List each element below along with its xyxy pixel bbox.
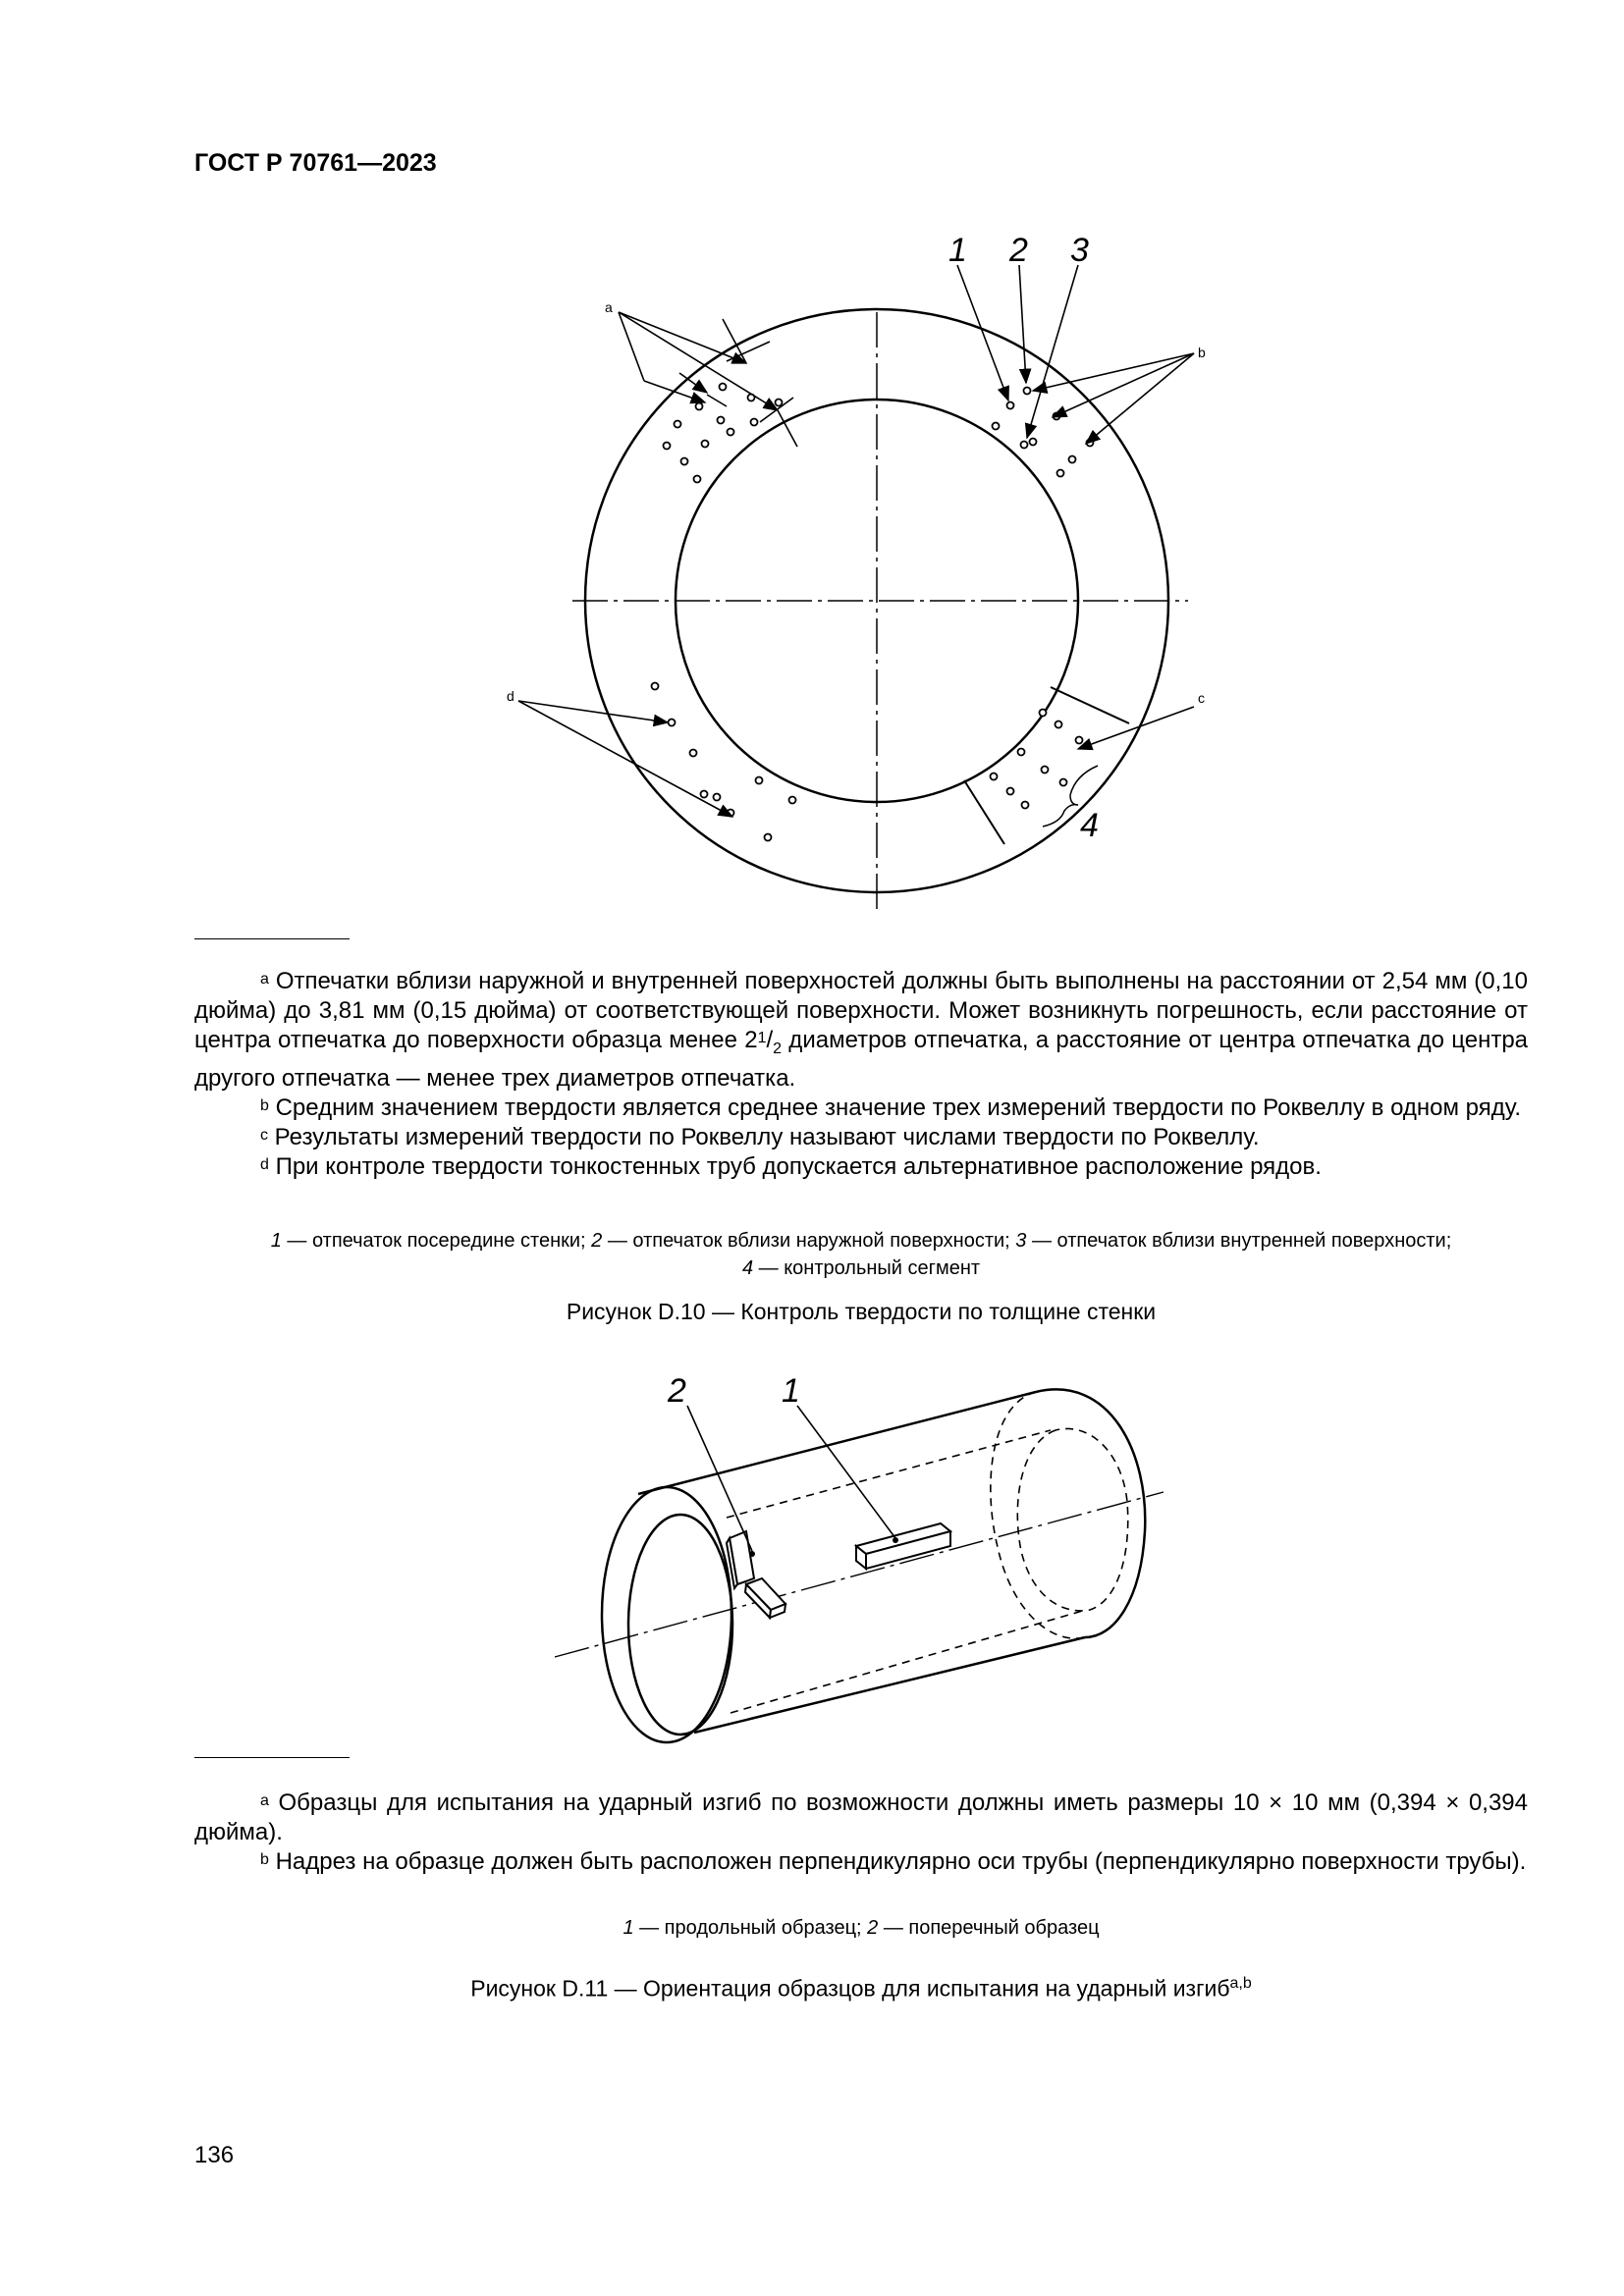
transverse-specimen xyxy=(727,1531,785,1618)
page-number: 136 xyxy=(194,2142,235,2168)
callout-1-d11: 1 xyxy=(782,1374,800,1410)
callout-4: 4 xyxy=(1080,807,1099,844)
leader-lines-d11 xyxy=(687,1406,895,1551)
pipe-axis xyxy=(555,1492,1164,1657)
leader-dot-2 xyxy=(749,1551,755,1557)
footnote-b-d11: $^b$ Надрез на образце должен быть расположен перпендикулярно оси трубы (перпендикулярно поверхности трубы). xyxy=(260,1848,1527,1875)
indentation-marks xyxy=(652,384,1094,841)
figure-d10-drawing xyxy=(0,216,1624,923)
footnote-separator-2 xyxy=(194,1757,350,1758)
figure-d11-caption: Рисунок D.11 — Ориентация образцов для испытания на ударный изгиб$^{a,b}$ xyxy=(470,1975,1252,2002)
callout-c: c xyxy=(1198,690,1205,706)
callout-a: a xyxy=(605,299,613,315)
figure-d11-legend: 1 — продольный образец; 2 — поперечный образец xyxy=(623,1917,1100,1939)
callout-3: 3 xyxy=(1070,232,1089,269)
figure-d10-legend: 1 — отпечаток посередине стенки; 2 — отпечаток вблизи наружной поверхности; 3 — отпечаток вблизи внутренней поверхности; 4 — контрольный сегмент xyxy=(270,1230,1452,1279)
figure-d11-footnotes xyxy=(194,1789,1528,1877)
figure-d10-footnotes xyxy=(194,967,1528,1182)
figure-d11-drawing xyxy=(0,1374,1624,1767)
footnote-a-d11: $^a$ Образцы для испытания на ударный изгиб по возможности должны иметь размеры 10 × 10 мм (0,394 × 0,394 дюйма). xyxy=(194,1789,1529,1845)
leader-dot-1 xyxy=(893,1537,898,1543)
callout-b: b xyxy=(1198,345,1206,360)
callout-2-d11: 2 xyxy=(668,1374,686,1410)
footnote-separator xyxy=(194,938,350,939)
footnote-a: $^a$ Отпечатки вблизи наружной и внутренней поверхностей должны быть выполнены на расстоянии от 2,54 мм (0,10 дюйма) до 3,81 мм (0,15 дюйма) от соответствующей поверхности. Может возникнуть погрешность, если расстояние от центра отпечатка до поверхности образца менее $2^1/_2$ диаметров отпечатка, а расстояние от центра отпечатка до центра другого отпечатка — менее трех диаметров отпечатка. xyxy=(194,968,1529,1092)
document-header: ГОСТ Р 70761—2023 xyxy=(194,149,437,177)
footnote-c: $^c$ Результаты измерений твердости по Роквеллу называют числами твердости по Роквеллу. xyxy=(260,1123,1260,1150)
callout-1: 1 xyxy=(948,232,967,269)
callout-2: 2 xyxy=(1009,232,1028,269)
footnote-d: $^d$ При контроле твердости тонкостенных труб допускается альтернативное расположение рядов. xyxy=(260,1152,1322,1180)
callout-d: d xyxy=(507,688,514,704)
footnote-b: $^b$ Средним значением твердости является среднее значение трех измерений твердости по Роквеллу в одном ряду. xyxy=(260,1094,1522,1121)
figure-d10-caption: Рисунок D.10 — Контроль твердости по толщине стенки xyxy=(566,1299,1157,1324)
pipe-front-inner xyxy=(628,1515,732,1735)
